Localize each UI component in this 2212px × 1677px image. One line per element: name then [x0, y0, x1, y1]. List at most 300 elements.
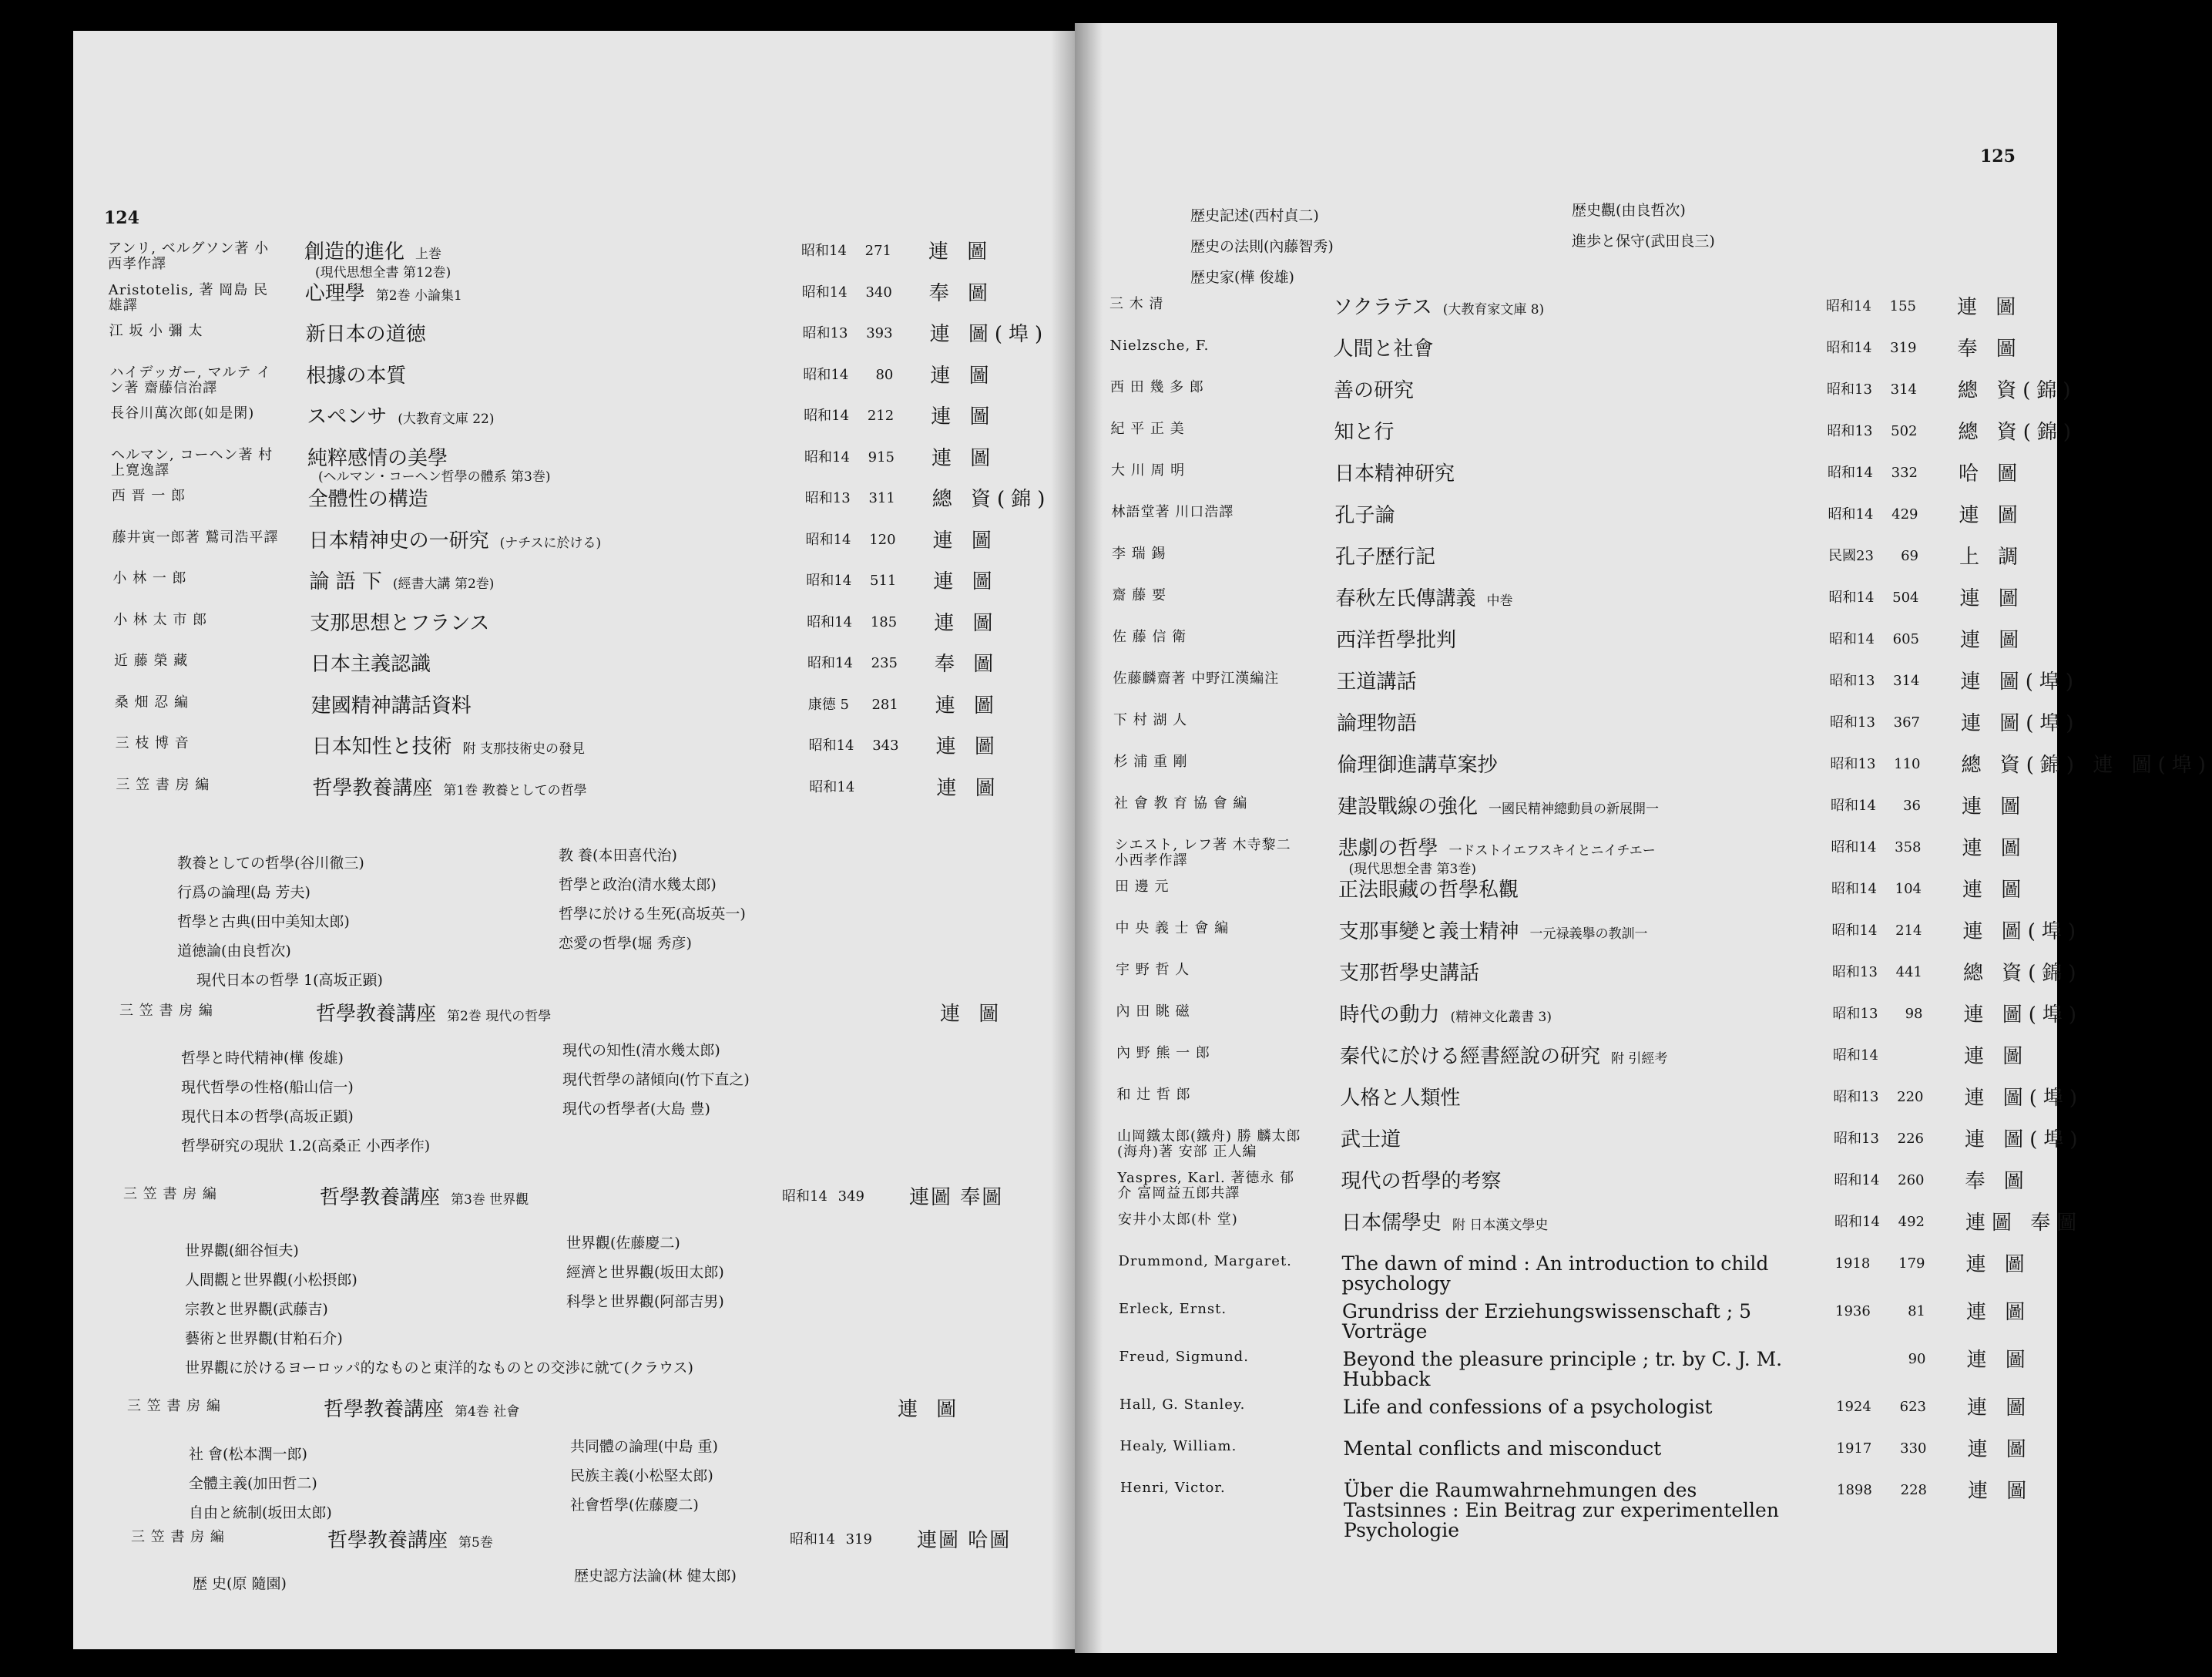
- entry-author: 內 田 眺 磁: [1116, 1003, 1190, 1020]
- entry-title-main: 武士道: [1341, 1128, 1401, 1151]
- entry-title: [1333, 297, 1544, 321]
- entry-title-main: 日本精神史の一研究: [308, 529, 489, 553]
- entry-year: 昭和13: [1830, 756, 1876, 772]
- contents-item: 人間觀と世界觀(小松摂郎): [185, 1272, 357, 1289]
- entry-pages: 226: [1897, 1131, 1924, 1147]
- entry-subtitle: 附 日本漢文學史: [1452, 1218, 1549, 1233]
- entry-library: 連 圖(埠): [1960, 670, 2080, 694]
- entry-author: 三 枝 博 音: [115, 735, 190, 751]
- entry-title-main: 秦代に於ける經書經說の研究: [1340, 1045, 1601, 1068]
- entry-title: [1335, 505, 1395, 526]
- entry-author: 中 央 義 士 會 編: [1115, 920, 1230, 936]
- entry-library: 連 圖: [1962, 837, 2027, 860]
- entry-subtitle: (ナチスに於ける): [499, 535, 602, 551]
- entry-library: 連 圖: [934, 611, 999, 635]
- entry-pages: 504: [1892, 590, 1919, 606]
- entry-year: 昭和13: [1830, 714, 1875, 731]
- entry-title: [1341, 1212, 1548, 1236]
- entry-title: [1338, 838, 1656, 877]
- entry-author: 小 林 太 市 郎: [113, 611, 208, 628]
- entry-subtitle: (經書大講 第2巻): [392, 576, 495, 592]
- entry-title: [1339, 963, 1479, 984]
- entry-title: [1342, 1302, 1797, 1342]
- catalog-entry: [1119, 1397, 2067, 1431]
- entry-library: 總 資(錦): [1958, 421, 2078, 444]
- entry-library: 連 圖: [931, 446, 997, 470]
- entry-pages: 212: [867, 408, 895, 424]
- entry-title: [1337, 713, 1417, 734]
- entry-title-main: 支那事變と義士精神: [1338, 920, 1519, 943]
- entry-library: 總 資(錦): [931, 488, 1052, 511]
- entry-author: 林語堂著 川口浩譯: [1111, 504, 1234, 520]
- contents-item: 經濟と世界觀(坂田太郎): [566, 1264, 724, 1281]
- entry-title: [1342, 1254, 1797, 1294]
- entry-title-main: 孔子論: [1334, 504, 1395, 527]
- catalog-entry: [1112, 505, 2059, 539]
- entry-title-main: 論理物語: [1337, 712, 1418, 735]
- entry-pages: 319: [1890, 340, 1917, 356]
- entry-author: 宇 野 哲 人: [1116, 962, 1190, 978]
- contents-item: 哲學と時代精神(樺 俊雄): [181, 1050, 344, 1067]
- entry-title: [327, 1530, 493, 1554]
- entry-pages: 80: [875, 366, 894, 383]
- entry-title-main: 現代の哲學的考察: [1341, 1170, 1502, 1193]
- entry-library: 奉 圖: [1957, 338, 2022, 361]
- entry-year: 昭和14: [804, 449, 850, 465]
- entry-author: Hall, G. Stanley.: [1119, 1396, 1246, 1413]
- catalog-entry: [1116, 962, 2083, 996]
- entry-year: 昭和14: [808, 738, 854, 754]
- entry-subtitle: 附 引經考: [1611, 1051, 1668, 1067]
- entry-title-main: 日本精神研究: [1334, 462, 1455, 486]
- entry-title-main: 建國精神講話資料: [310, 694, 472, 718]
- catalog-entry: [1111, 463, 2059, 497]
- entry-subtitle: 中巻: [1486, 593, 1513, 609]
- entry-pages: 235: [871, 655, 898, 671]
- entry-author: 齋 藤 要: [1112, 587, 1166, 603]
- entry-pages: 340: [865, 284, 892, 301]
- entry-pages: 179: [1898, 1255, 1925, 1272]
- entry-author: 江 坂 小 彌 太: [109, 323, 203, 339]
- catalog-entry: [1109, 297, 2057, 331]
- entry-author: 紀 平 正 美: [1110, 421, 1185, 437]
- entry-title-main: Life and confessions of a psychologist: [1343, 1396, 1713, 1418]
- entry-author: 大 川 周 明: [1111, 462, 1186, 479]
- entry-library: 連 圖: [898, 1398, 963, 1421]
- contents-item: 世界觀(細谷恒夫): [185, 1242, 299, 1259]
- entry-title: [307, 406, 494, 430]
- contents-item: 歴史の法則(內藤智秀): [1190, 238, 1334, 255]
- entry-library: 連 圖: [1959, 504, 2024, 527]
- entry-author: 佐藤麟齋著 中野江漢編注: [1113, 670, 1280, 687]
- entry-library: 連 圖: [933, 570, 999, 593]
- entry-pages: 492: [1898, 1214, 1925, 1230]
- entry-author: Yaspres, Karl. 著德永 郁介 富岡益五郎共譯: [1117, 1170, 1295, 1201]
- entry-author: 杉 浦 重 剛: [1113, 754, 1188, 770]
- entry-pages: 228: [1900, 1482, 1927, 1498]
- catalog-entry: [1118, 1212, 2083, 1246]
- entry-title-main: 西洋哲學批判: [1336, 629, 1457, 652]
- entry-year: 昭和14: [801, 243, 847, 259]
- entry-library: 連圖 哈圖: [917, 1529, 1012, 1552]
- entry-year: 昭和13: [1827, 423, 1873, 439]
- entry-pages: 332: [1891, 465, 1918, 481]
- entry-title-main: 論 語 下: [309, 570, 382, 593]
- entry-author: シエスト, レフ著 木寺黎二 小西孝作譯: [1114, 837, 1291, 869]
- contents-item: 自由と統制(坂田太郎): [189, 1504, 332, 1521]
- entry-library: 連 圖: [1968, 1480, 2033, 1503]
- catalog-entry: [1119, 1348, 2067, 1390]
- catalog-entry: [1114, 796, 2062, 830]
- entry-subtitle: (精神文化叢書 3): [1450, 1010, 1552, 1025]
- entry-library: 連 圖: [940, 1003, 1005, 1026]
- contents-item: 歴史認方法論(林 健太郎): [574, 1568, 737, 1585]
- entry-library: 連 圖: [1967, 1438, 2032, 1461]
- entry-pages: 623: [1899, 1399, 1926, 1415]
- entry-author: 田 邊 元: [1115, 879, 1170, 895]
- entry-title-main: Mental conflicts and misconduct: [1343, 1437, 1662, 1460]
- catalog-entry: [1120, 1439, 2068, 1473]
- entry-subtitle: (大教育家文庫 8): [1442, 302, 1545, 318]
- contents-item: 歴史家(樺 俊雄): [1190, 269, 1294, 286]
- contents-item: 宗教と世界觀(武藤吉): [185, 1301, 328, 1318]
- entry-year: 昭和14: [1826, 340, 1872, 356]
- entry-title: [306, 324, 426, 345]
- catalog-entry: [112, 530, 1060, 564]
- entry-subtitle: 附 支那技術史の發見: [462, 741, 586, 757]
- entry-title-main: 創造的進化: [304, 240, 405, 264]
- entry-year: 昭和14: [1826, 298, 1871, 314]
- entry-library: 連 圖: [1965, 1253, 2031, 1276]
- entry-year: 昭和14: [1831, 881, 1877, 897]
- entry-library: 總 資(錦) 連 圖(埠): [1961, 754, 2212, 777]
- entry-library: 連 圖: [931, 405, 996, 428]
- entry-title: [1338, 879, 1519, 901]
- page-number: 124: [104, 208, 139, 228]
- entry-pages: 110: [1894, 756, 1921, 772]
- entry-pages: 314: [1890, 381, 1917, 398]
- catalog-entry: [109, 324, 1057, 358]
- entry-library: 連 圖: [1964, 1045, 2029, 1068]
- entry-library: 連 圖(埠): [929, 323, 1049, 346]
- entry-title-main: 支那思想とフランス: [310, 611, 490, 635]
- entry-year: 昭和14: [1834, 1172, 1880, 1188]
- entry-title-main: 哲學教養講座: [312, 776, 433, 800]
- entry-library: 連 圖(埠): [1961, 712, 2080, 735]
- entry-subtitle: 第1巻 教養としての哲學: [443, 782, 587, 798]
- entry-title: [312, 778, 586, 802]
- entry-title: [307, 448, 550, 485]
- contents-item: 歴史記述(西村貞二): [1190, 207, 1319, 224]
- contents-item: 現代の哲學者(大島 豊): [562, 1101, 710, 1117]
- entry-author: 三 笠 書 房 編: [116, 776, 210, 793]
- contents-item: 進歩と保守(武田良三): [1572, 233, 1715, 250]
- catalog-entry: [112, 489, 1059, 523]
- entry-title-main: 知と行: [1334, 421, 1395, 444]
- entry-year: 昭和14: [806, 573, 852, 589]
- entry-author: 三 笠 書 房 編: [119, 1003, 213, 1019]
- entry-title: [1341, 1129, 1401, 1151]
- contents-item: 全體主義(加田哲二): [189, 1475, 317, 1492]
- entry-pages: 319: [845, 1531, 872, 1548]
- contents-item: 世界觀(佐藤慶二): [566, 1235, 680, 1252]
- entry-author: 近 藤 榮 藏: [114, 653, 189, 669]
- entry-author: ハイデッガー, マルテ イン著 齋藤信治譯: [109, 364, 272, 396]
- entry-author: Erleck, Ernst.: [1119, 1301, 1227, 1317]
- entry-title-main: 正法眼藏の哲學私觀: [1338, 879, 1519, 902]
- entry-title-main: 心理學: [304, 281, 365, 305]
- entry-title: [1336, 588, 1513, 612]
- catalog-entry: [1113, 754, 2212, 788]
- entry-author: 安井小太郎(朴 堂): [1118, 1212, 1238, 1228]
- entry-pages: 343: [872, 738, 899, 754]
- entry-author: Drummond, Margaret.: [1118, 1253, 1292, 1269]
- catalog-entry: [1110, 379, 2077, 414]
- entry-pages: 90: [1908, 1351, 1926, 1367]
- entry-subtitle: 一國民精神總動員の新展開一: [1489, 802, 1660, 817]
- entry-subtitle-2: (ヘルマン・コーヘン哲學の體系 第3巻): [318, 469, 551, 485]
- catalog-entry: [116, 736, 1063, 770]
- contents-item: 社會哲學(佐藤慶二): [570, 1497, 699, 1514]
- entry-title: [1334, 380, 1414, 402]
- entry-pages: 441: [1895, 964, 1922, 980]
- catalog-entry: [1117, 1128, 2084, 1163]
- entry-library: 奉 圖: [928, 281, 995, 305]
- entry-subtitle: 一ドストイエフスキイとニイチエー: [1448, 843, 1656, 859]
- entry-subtitle: 上巻: [415, 247, 442, 262]
- contents-item: 哲學と政治(清水幾太郎): [559, 876, 717, 893]
- entry-year: 1924: [1836, 1399, 1871, 1415]
- entry-title: [1343, 1349, 1797, 1390]
- entry-title-main: Über die Raumwahrnehmungen des Tastsinnes : Ein Beitrag zur experimentellen Psychologie: [1344, 1479, 1779, 1541]
- entry-pages: 155: [1889, 298, 1916, 314]
- contents-item: 現代哲學の性格(船山信一): [181, 1079, 354, 1096]
- catalog-entry: [109, 365, 1057, 399]
- catalog-entry: [116, 778, 1063, 812]
- contents-item: 教養としての哲學(谷川徹三): [177, 855, 364, 872]
- entry-pages: 502: [1891, 423, 1918, 439]
- contents-item: 現代哲學の諸傾向(竹下直之): [562, 1071, 750, 1088]
- entry-title: [306, 365, 406, 387]
- entry-subtitle: (大教育文庫 22): [398, 412, 495, 427]
- entry-subtitle-2: (現代思想全書 第3巻): [1348, 862, 1476, 877]
- entry-author: 三 笠 書 房 編: [127, 1398, 221, 1414]
- entry-title-main: 人間と社會: [1333, 338, 1434, 361]
- entry-author: Freud, Sigmund.: [1119, 1349, 1249, 1365]
- entry-author: 李 瑞 錫: [1112, 546, 1166, 562]
- entry-year: 康德 5: [807, 696, 849, 713]
- entry-year: 昭和14: [1828, 465, 1873, 481]
- catalog-entry: [113, 613, 1061, 647]
- contents-item: 哲學と古典(田中美知太郎): [177, 913, 350, 930]
- entry-year: 昭和14: [1833, 1047, 1878, 1064]
- catalog-entry: [1112, 546, 2059, 580]
- entry-year: 昭和13: [1833, 1089, 1879, 1105]
- right-page: [1075, 23, 2212, 1653]
- entry-pages: 81: [1908, 1303, 1925, 1319]
- entry-pages: 281: [871, 696, 898, 713]
- entry-title-main: 哲學教養講座: [327, 1529, 448, 1552]
- entry-pages: 214: [1895, 923, 1922, 939]
- entry-year: 昭和14: [803, 366, 849, 383]
- entry-pages: 330: [1900, 1440, 1927, 1457]
- entry-title: [1341, 1171, 1502, 1192]
- entry-year: 昭和14: [1831, 923, 1878, 939]
- catalog-entry: [1113, 630, 2060, 664]
- entry-title-main: 哲學教養講座: [320, 1186, 441, 1209]
- contents-item: 社 會(松本潤一郎): [189, 1446, 307, 1463]
- entry-title-main: Grundriss der Erziehungswissenschaft ; 5 Vorträge: [1342, 1300, 1751, 1343]
- entry-pages: 104: [1895, 881, 1922, 897]
- entry-author: 長谷川萬次郎(如是閑): [110, 405, 255, 422]
- entry-author: 桑 畑 忍 編: [114, 694, 189, 711]
- entry-title: [311, 695, 472, 717]
- entry-title-main: 悲劇の哲學: [1338, 837, 1438, 860]
- entry-author: 西 晋 一 郎: [111, 488, 186, 504]
- entry-library: 連 圖: [930, 364, 995, 388]
- entry-title: [1344, 1480, 1798, 1541]
- catalog-entry: [1114, 837, 2063, 877]
- entry-library: 連 圖: [1967, 1396, 2032, 1420]
- entry-title-main: スペンサ: [307, 405, 388, 428]
- catalog-entry: [1110, 421, 2078, 455]
- entry-author: 三 笠 書 房 編: [123, 1186, 217, 1202]
- entry-author: 內 野 熊 一 郎: [1116, 1045, 1210, 1061]
- entry-title: [1338, 754, 1498, 776]
- entry-year: 昭和14: [1834, 1214, 1880, 1230]
- catalog-entry: [119, 1003, 1083, 1037]
- entry-library: 連 圖: [935, 735, 1001, 758]
- entry-title: [1341, 1087, 1461, 1109]
- entry-year: 昭和13: [1834, 1131, 1879, 1147]
- entry-author: Healy, William.: [1119, 1438, 1237, 1454]
- entry-title: [1344, 1439, 1798, 1459]
- entry-library: 連圖 奉圖: [1965, 1212, 2083, 1235]
- entry-pages: 36: [1903, 798, 1921, 814]
- entry-year: 昭和13: [804, 490, 851, 506]
- entry-pages: 220: [1897, 1089, 1924, 1105]
- catalog-entry: [112, 571, 1060, 605]
- catalog-entry: [109, 283, 1056, 317]
- entry-author: 藤井寅一郎著 鷲司浩平譯: [112, 529, 279, 546]
- contents-item: 現代日本の哲學(高坂正顕): [181, 1108, 354, 1125]
- entry-library: 連 圖: [932, 529, 998, 553]
- catalog-entry: [111, 446, 1059, 485]
- entry-pages: 358: [1895, 839, 1922, 855]
- entry-author: 三 木 清: [1109, 296, 1164, 312]
- left-page: [73, 31, 1086, 1649]
- entry-author: Nielzsche, F.: [1109, 338, 1210, 354]
- entry-library: 連 圖(埠): [1964, 1087, 2084, 1110]
- entry-title: [309, 571, 494, 595]
- entry-title-main: 王道講話: [1336, 670, 1417, 694]
- entry-author: Henri, Victor.: [1120, 1480, 1226, 1496]
- entry-pages: 915: [868, 449, 895, 465]
- contents-item: 哲學研究の現狀 1.2(高桑正 小西孝作): [181, 1138, 431, 1154]
- entry-year: 昭和13: [1827, 381, 1872, 398]
- entry-pages: 271: [864, 243, 891, 259]
- entry-subtitle: 第5巻: [458, 1535, 493, 1551]
- entry-pages: 260: [1898, 1172, 1925, 1188]
- entry-title: [1335, 546, 1435, 568]
- entry-library: 連 圖(埠): [1962, 920, 2083, 943]
- page-number: 125: [1980, 146, 2016, 166]
- catalog-entry: [1119, 1300, 2066, 1343]
- entry-library: 總 資(錦): [1963, 962, 2083, 985]
- entry-title-main: 根據の本質: [306, 364, 407, 388]
- entry-title: [316, 1003, 551, 1027]
- entry-title: [309, 530, 602, 554]
- entry-author: 小 林 一 郎: [112, 570, 187, 586]
- catalog-entry: [1113, 670, 2080, 705]
- contents-item: 哲學に於ける生死(高坂英一): [559, 906, 746, 923]
- entry-title: [304, 241, 451, 281]
- entry-pages: 511: [870, 573, 897, 589]
- entry-title-main: 新日本の道徳: [305, 323, 426, 346]
- entry-year: 1936: [1835, 1303, 1871, 1319]
- catalog-entry: [1115, 920, 2083, 955]
- catalog-entry: [1113, 712, 2080, 747]
- contents-item: 教 養(本田喜代治): [559, 847, 677, 864]
- contents-item: 藝術と世界觀(甘粕石介): [185, 1330, 343, 1347]
- entry-year: 昭和14: [801, 284, 848, 301]
- entry-author: ヘルマン, コーヘン著 村上寛逸譯: [111, 446, 274, 479]
- entry-library: 奉 圖: [1965, 1170, 2030, 1193]
- entry-author: 和 辻 哲 郎: [1116, 1087, 1191, 1103]
- catalog-entry: [1118, 1252, 2066, 1295]
- entry-library: 連 圖(埠): [1965, 1128, 2084, 1151]
- entry-title-main: 哲學教養講座: [316, 1003, 437, 1026]
- entry-title: [310, 613, 489, 634]
- catalog-entry: [115, 695, 1062, 729]
- catalog-entry: [114, 654, 1062, 687]
- entry-year: 昭和14: [807, 613, 853, 630]
- entry-title: [305, 283, 462, 307]
- catalog-entry: [1118, 1171, 2066, 1205]
- contents-item: 共同體の論理(中島 重): [570, 1438, 718, 1455]
- entry-pages: 69: [1901, 548, 1918, 564]
- entry-title-main: 善の研究: [1334, 379, 1415, 402]
- entry-year: 昭和14: [805, 531, 851, 548]
- entry-library: 連 圖: [928, 240, 994, 264]
- entry-year: 昭和14: [1831, 798, 1876, 814]
- entry-author: 山岡鐵太郎(鐵舟) 勝 麟太郎(海舟)著 安部 正人編: [1117, 1128, 1301, 1160]
- entry-author: 三 笠 書 房 編: [131, 1529, 225, 1545]
- entry-year: 昭和14: [1831, 839, 1877, 855]
- entry-author: アンリ, ベルグソン著 小西孝作譯: [108, 240, 270, 272]
- entry-pages: 393: [866, 325, 893, 341]
- entry-title-main: 時代の動力: [1339, 1003, 1440, 1027]
- entry-pages: 429: [1891, 506, 1918, 523]
- entry-pages: 367: [1893, 714, 1920, 731]
- entry-pages: 185: [870, 613, 898, 630]
- entry-title: [310, 654, 431, 675]
- entry-subtitle: 第4巻 社會: [455, 1404, 520, 1420]
- entry-title-main: 春秋左氏傳講義: [1335, 587, 1476, 610]
- entry-title-main: 建設戰線の強化: [1338, 795, 1479, 818]
- entry-year: 昭和13: [1832, 1006, 1878, 1022]
- entry-library: 總 資(錦): [1958, 379, 2077, 402]
- entry-year: 1918: [1834, 1255, 1871, 1272]
- entry-library: 連 圖: [1962, 879, 2028, 902]
- catalog-entry: [1115, 879, 2063, 913]
- catalog-entry: [1116, 1046, 2064, 1080]
- entry-title: [312, 736, 585, 760]
- entry-library: 連 圖: [1966, 1301, 2032, 1324]
- contents-item: 行爲の論理(島 芳夫): [177, 884, 310, 901]
- entry-author: 佐 藤 信 衛: [1113, 629, 1187, 645]
- catalog-entry: [123, 1187, 1086, 1221]
